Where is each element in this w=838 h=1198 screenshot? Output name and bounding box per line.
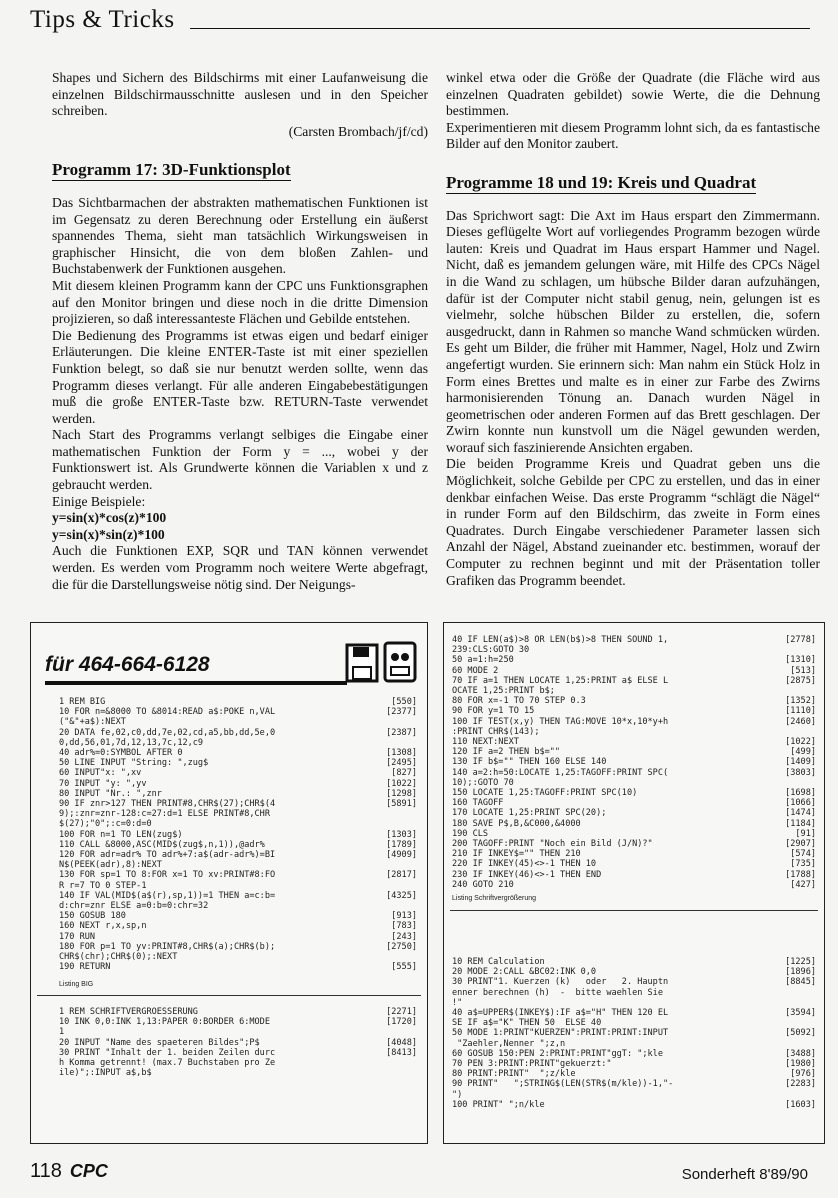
- code-line: [452, 1059, 816, 1069]
- code-line: [452, 747, 816, 757]
- checksum: [1022]: [386, 778, 417, 789]
- listing-schriftvergroesserung-continued: [444, 635, 824, 890]
- checksum: [1720]: [386, 1017, 417, 1028]
- code-line: [452, 957, 816, 967]
- checksum: [1022]: [785, 737, 816, 748]
- checksum: [776, 1090, 816, 1100]
- code-text: 140 a=2:h=50:LOCATE 1,25:TAGOFF:PRINT SPC(: [452, 767, 669, 778]
- checksum: [2495]: [386, 758, 417, 769]
- code-text: 140 IF VAL(MID$(a$(r),sp,1))=1 THEN a=c:b=: [59, 890, 276, 901]
- code-line: [452, 696, 816, 706]
- code-text: 70 INPUT "y: ",yv: [59, 778, 147, 789]
- checksum: [1789]: [386, 839, 417, 850]
- code-text: !": [452, 997, 463, 1008]
- paragraph: Nach Start des Programms verlangt selbiges die Eingabe einer mathematischen Funktion der Form y = ..., wobei y der Funktionswert ist. Als Grundwerte können die Variablen x und z gebraucht werden.: [52, 427, 428, 493]
- platform-rule: [45, 681, 347, 685]
- code-line: [59, 952, 417, 962]
- checksum: [377, 881, 417, 891]
- code-line: [59, 891, 417, 901]
- code-line: [452, 768, 816, 778]
- checksum: [2271]: [386, 1007, 417, 1017]
- code-line: [59, 870, 417, 880]
- code-text: 1: [59, 1027, 65, 1038]
- code-line: [59, 932, 417, 942]
- code-line: [59, 728, 417, 738]
- code-line: [59, 748, 417, 758]
- code-text: 210 IF INKEY$="" THEN 210: [452, 849, 581, 860]
- checksum: [513]: [790, 665, 816, 676]
- checksum: [4048]: [386, 1037, 417, 1048]
- checksum: [377, 717, 417, 727]
- right-text-column: [446, 70, 820, 589]
- left-text-column: [52, 70, 428, 593]
- checksum: [550]: [391, 697, 417, 707]
- checksum: [2778]: [785, 635, 816, 645]
- code-text: 1 REM SCHRIFTVERGROESSERUNG: [59, 1007, 198, 1017]
- section-title: Tips & Tricks: [30, 6, 175, 33]
- code-line: [452, 635, 816, 645]
- checksum: [783]: [391, 921, 417, 932]
- code-line: [59, 901, 417, 911]
- code-line: [59, 819, 417, 829]
- code-line: [59, 1068, 417, 1078]
- code-text: 90 PRINT" ";STRING$(LEN(STR$(m/kle))-1,"-: [452, 1079, 674, 1090]
- code-text: 150 GOSUB 180: [59, 911, 126, 922]
- code-text: N$(PEEK(adr),8):NEXT: [59, 860, 162, 871]
- checksum: [2377]: [386, 707, 417, 718]
- code-text: 0,dd,56,01,7d,12,13,7c,12,c9: [59, 737, 204, 748]
- code-text: 20 DATA fe,02,c0,dd,7e,02,cd,a5,bb,dd,5e,0: [59, 727, 276, 738]
- paragraph: Die beiden Programme Kreis und Quadrat geben uns die Möglichkeit, solche Gebilde per CPC zu erstellen, und das in einer denkbar einfachen Weise. Das erste Programm “schlägt die Nägel“ in runder Form auf den Bildschirm, das zweite in Form eines Quadrates. Durch Eingabe verschiedener Parameter lassen sich Anzahl der Nägel, Abstand zueinander etc. bestimmen, worauf der Computer zu rechnen beginnt und mit der Präsentation toller Grafiken das Programm beendet.: [446, 456, 820, 588]
- checksum: [499]: [790, 747, 816, 758]
- code-line: [452, 1100, 816, 1110]
- code-line: [59, 768, 417, 778]
- checksum: [377, 1058, 417, 1068]
- code-text: 60 GOSUB 150:PEN 2:PRINT:PRINT"ggT: ";kle: [452, 1048, 663, 1059]
- code-line: [452, 645, 816, 655]
- code-line: [59, 738, 417, 748]
- code-line: [59, 799, 417, 809]
- code-line: [452, 870, 816, 880]
- checksum: [5092]: [785, 1028, 816, 1039]
- listing-big: [31, 697, 427, 972]
- code-line: [452, 1079, 816, 1089]
- code-line: [452, 808, 816, 818]
- code-text: 80 PRINT:PRINT" ";z/kle: [452, 1069, 576, 1080]
- checksum: [243]: [391, 931, 417, 942]
- checksum: [1409]: [785, 757, 816, 768]
- code-text: ("&"+a$):NEXT: [59, 717, 126, 728]
- code-line: [59, 1038, 417, 1048]
- code-line: [452, 655, 816, 665]
- code-text: 60 MODE 2: [452, 665, 499, 676]
- checksum: [776, 998, 816, 1008]
- code-line: [452, 737, 816, 747]
- code-line: [452, 1090, 816, 1100]
- checksum: [2460]: [785, 716, 816, 727]
- code-text: 200 TAGOFF:PRINT "Noch ein Bild (J/N)?": [452, 839, 653, 850]
- code-text: 40 a$=UPPER$(INKEY$):IF a$="H" THEN 120 EL: [452, 1008, 669, 1019]
- code-line: [59, 1017, 417, 1027]
- code-text: 110 NEXT:NEXT: [452, 737, 519, 748]
- paragraph: Experimentieren mit diesem Programm lohnt sich, da es fantastische Bilder auf den Monitor zaubert.: [446, 119, 820, 152]
- code-line: [59, 697, 417, 707]
- code-line: [452, 788, 816, 798]
- code-text: 170 RUN: [59, 931, 96, 942]
- code-text: 110 CALL &8000,ASC(MID$(zug$,n,1)),@adr%: [59, 839, 265, 850]
- checksum: [1303]: [386, 829, 417, 840]
- checksum: [1298]: [386, 788, 417, 799]
- code-text: 10 INK 0,0:INK 1,13:PAPER 0:BORDER 6:MODE: [59, 1017, 270, 1028]
- code-text: 230 IF INKEY(46)<>-1 THEN END: [452, 869, 602, 880]
- checksum: [1310]: [785, 655, 816, 666]
- checksum: [3594]: [785, 1008, 816, 1019]
- code-text: 100 IF TEST(x,y) THEN TAG:MOVE 10*x,10*y+h: [452, 716, 669, 727]
- checksum: [1352]: [785, 696, 816, 707]
- checksum: [776, 727, 816, 737]
- checksum: [776, 1039, 816, 1049]
- checksum: [2750]: [386, 941, 417, 952]
- section-heading-program-18-19: Programme 18 und 19: Kreis und Quadrat: [446, 172, 757, 192]
- listing-caption: Listing BIG: [59, 981, 94, 988]
- checksum: [2283]: [785, 1079, 816, 1090]
- listing-caption: Listing Schriftvergrößerung: [452, 895, 537, 902]
- code-text: 100 PRINT" ";n/kle: [452, 1099, 545, 1110]
- intro-paragraph: Shapes und Sichern des Bildschirms mit einer Laufanweisung die einzelnen Bildschirmausschnitte auslesen und in den Speicher schreiben.: [52, 70, 428, 119]
- checksum: [2817]: [386, 870, 417, 881]
- checksum: [555]: [391, 962, 417, 973]
- section-heading-program-17: Programm 17: 3D-Funktionsplot: [52, 160, 291, 180]
- code-line: [452, 676, 816, 686]
- code-text: 90 FOR y=1 TO 15: [452, 706, 535, 717]
- code-text: R r=7 TO 0 STEP-1: [59, 880, 147, 891]
- code-line: [452, 706, 816, 716]
- code-line: [59, 850, 417, 860]
- checksum: [827]: [391, 768, 417, 779]
- code-text: 170 LOCATE 1,25:PRINT SPC(20);: [452, 808, 607, 819]
- code-text: 160 NEXT r,x,sp,n: [59, 921, 147, 932]
- code-line: [452, 717, 816, 727]
- code-line: [452, 686, 816, 696]
- code-text: 120 FOR adr=adr% TO adr%+7:a$(adr-adr%)=BI: [59, 850, 276, 861]
- code-line: [59, 1058, 417, 1068]
- code-text: 10 FOR n=&8000 TO &8014:READ a$:POKE n,VAL: [59, 707, 276, 718]
- checksum: [1110]: [785, 706, 816, 717]
- code-line: [59, 1007, 417, 1017]
- checksum: [2387]: [386, 727, 417, 738]
- code-text: ile)";:INPUT a$,b$: [59, 1068, 152, 1079]
- code-text: 70 IF a=1 THEN LOCATE 1,25:PRINT a$ ELSE L: [452, 675, 669, 686]
- code-line: [452, 988, 816, 998]
- checksum: [91]: [795, 828, 816, 839]
- code-text: 160 TAGOFF: [452, 798, 504, 809]
- code-text: 150 LOCATE 1,25:TAGOFF:PRINT SPC(10): [452, 788, 638, 799]
- code-text: 40 adr%=0:SYMBOL AFTER 0: [59, 748, 183, 759]
- checksum: [913]: [391, 911, 417, 922]
- paragraph: Das Sichtbarmachen der abstrakten mathematischen Funktionen ist im Gegensatz zu deren Berechnung oder Erstellung ein äußerst spannendes Thema, sieht man tatsächlich Wirkungsweisen in graphischer Hinsicht, die von dem bloßen Zahlen- und Buchstabenwerk der Funktionen ausgehen.: [52, 194, 428, 277]
- checksum: [776, 645, 816, 655]
- code-text: 190 CLS: [452, 828, 489, 839]
- code-line: [452, 859, 816, 869]
- code-text: 130 IF b$="" THEN 160 ELSE 140: [452, 757, 607, 768]
- checksum: [377, 809, 417, 819]
- code-line: [59, 840, 417, 850]
- code-text: 60 INPUT"x: ",xv: [59, 768, 142, 779]
- code-text: 1 REM BIG: [59, 697, 106, 707]
- checksum: [8845]: [785, 977, 816, 988]
- page-number: 118: [30, 1160, 62, 1182]
- code-line: [452, 1008, 816, 1018]
- checksum: [3803]: [785, 767, 816, 778]
- code-line: [452, 1049, 816, 1059]
- code-text: 220 IF INKEY(45)<>-1 THEN 10: [452, 859, 597, 870]
- code-line: [452, 998, 816, 1008]
- code-line: [59, 707, 417, 717]
- code-text: d:chr=znr ELSE a=0:b=0:chr=32: [59, 901, 209, 912]
- code-text: 50 LINE INPUT "String: ",zug$: [59, 758, 209, 769]
- code-text: 9);:znr=znr-128:c=27:d=1 ELSE PRINT#8,CHR: [59, 809, 270, 820]
- formula-example: y=sin(x)*sin(z)*100: [52, 526, 165, 542]
- code-line: [452, 727, 816, 737]
- checksum: [776, 1018, 816, 1028]
- code-text: 20 MODE 2:CALL &BC02:INK 0,0: [452, 967, 597, 978]
- checksum: [1474]: [785, 808, 816, 819]
- divider: [37, 995, 421, 996]
- platform-label: für 464-664-6128: [45, 653, 210, 676]
- code-line: [59, 921, 417, 931]
- code-line: [59, 830, 417, 840]
- code-text: 10 REM Calculation: [452, 957, 545, 967]
- code-text: 240 GOTO 210: [452, 879, 514, 890]
- checksum: [1698]: [785, 788, 816, 799]
- checksum: [427]: [790, 879, 816, 890]
- checksum: [1066]: [785, 798, 816, 809]
- checksum: [377, 860, 417, 870]
- checksum: [976]: [790, 1069, 816, 1080]
- code-line: [59, 717, 417, 727]
- paragraph: Einige Beispiele:: [52, 493, 146, 509]
- code-line: [59, 809, 417, 819]
- checksum: [3488]: [785, 1048, 816, 1059]
- checksum: [8413]: [386, 1047, 417, 1058]
- code-line: [452, 1028, 816, 1038]
- cassette-icon: [383, 641, 417, 683]
- code-line: [59, 758, 417, 768]
- author-signature: (Carsten Brombach/jf/cd): [288, 123, 428, 139]
- page-header: [30, 4, 810, 38]
- code-line: [452, 778, 816, 788]
- code-line: [59, 911, 417, 921]
- header-rule: [190, 28, 810, 29]
- code-line: [452, 798, 816, 808]
- code-text: 30 PRINT"1. Kuerzen (k) oder 2. Hauptn: [452, 977, 669, 988]
- code-text: 50 a=1:h=250: [452, 655, 514, 666]
- code-text: 80 FOR x=-1 TO 70 STEP 0.3: [452, 696, 586, 707]
- code-line: [59, 942, 417, 952]
- checksum: [5891]: [386, 799, 417, 810]
- listing-calculation: [444, 957, 824, 1110]
- code-line: [452, 1069, 816, 1079]
- code-text: 50 MODE 1:PRINT"KUERZEN":PRINT:PRINT:INPUT: [452, 1028, 669, 1039]
- code-line: [452, 839, 816, 849]
- checksum: [776, 988, 816, 998]
- checksum: [377, 952, 417, 962]
- code-text: 120 IF a=2 THEN b$="": [452, 747, 561, 758]
- code-line: [59, 789, 417, 799]
- magazine-logo: CPC: [69, 1161, 108, 1181]
- checksum: [735]: [790, 859, 816, 870]
- listing-box-right: [443, 622, 825, 1144]
- checksum: [776, 686, 816, 696]
- code-text: 70 PEN 3:PRINT:PRINT"gekuerzt:": [452, 1059, 612, 1070]
- checksum: [1603]: [785, 1099, 816, 1110]
- code-line: [59, 881, 417, 891]
- checksum: [1980]: [785, 1059, 816, 1070]
- code-line: [59, 1027, 417, 1037]
- code-text: 20 INPUT "Name des spaeteren Bildes";P$: [59, 1037, 260, 1048]
- checksum: [4909]: [386, 850, 417, 861]
- checksum: [377, 901, 417, 911]
- code-text: 40 IF LEN(a$)>8 OR LEN(b$)>8 THEN SOUND 1,: [452, 635, 669, 645]
- code-text: 80 INPUT "Nr.: ",znr: [59, 788, 162, 799]
- checksum: [776, 778, 816, 788]
- code-line: [452, 1039, 816, 1049]
- listing-schriftvergroesserung: [31, 1007, 427, 1078]
- code-text: enner berechnen (h) - bitte waehlen Sie: [452, 987, 663, 998]
- paragraph: Die Bedienung des Programms ist etwas eigen und bedarf einiger Erläuterungen. Die kleine ENTER-Taste ist mit einer speziellen Funktion belegt, so daß sie nur benutzt werden sollte, wenn das Programm dieses verlangt. Für alle anderen Eingabebestätigungen muß die große ENTER-Taste bzw. RETURN-Taste verwendet werden.: [52, 327, 428, 426]
- listing-box-left: [30, 622, 428, 1144]
- code-line: [59, 1048, 417, 1058]
- code-text: 190 RETURN: [59, 962, 111, 973]
- checksum: [1896]: [785, 967, 816, 978]
- code-line: [452, 849, 816, 859]
- code-text: 100 FOR n=1 TO LEN(zug$): [59, 829, 183, 840]
- checksum: [377, 819, 417, 829]
- code-text: OCATE 1,25:PRINT b$;: [452, 686, 555, 697]
- checksum: [1308]: [386, 748, 417, 759]
- checksum: [1225]: [785, 957, 816, 967]
- code-text: SE IF a$="K" THEN 50 ELSE 40: [452, 1018, 602, 1029]
- code-text: 130 FOR sp=1 TO 8:FOR x=1 TO xv:PRINT#8:FO: [59, 870, 276, 881]
- code-text: 180 SAVE P$,B,&C000,&4000: [452, 818, 581, 829]
- code-line: [452, 819, 816, 829]
- checksum: [574]: [790, 849, 816, 860]
- paragraph: Mit diesem kleinen Programm kann der CPC uns Funktionsgraphen auf den Monitor bringen und diese noch in die dritte Dimension projizieren, so daß interessanteste Flächen und Gebilde entstehen.: [52, 277, 428, 327]
- checksum: [2875]: [785, 675, 816, 686]
- page-footer-left: [30, 1160, 108, 1183]
- code-line: [452, 977, 816, 987]
- code-line: [452, 967, 816, 977]
- formula-example: y=sin(x)*cos(z)*100: [52, 510, 167, 526]
- code-text: 180 FOR p=1 TO yv:PRINT#8,CHR$(a);CHR$(b);: [59, 941, 276, 952]
- code-line: [452, 1018, 816, 1028]
- code-line: [59, 962, 417, 972]
- paragraph: winkel etwa oder die Größe der Quadrate (die Fläche wird aus einzelnen Quadraten gebildet) sowie Werte, die die Dehnung bestimmen.: [446, 70, 820, 119]
- code-line: [452, 666, 816, 676]
- paragraph: Auch die Funktionen EXP, SQR und TAN können verwendet werden. Es werden vom Programm noch weitere Werte abgefragt, die für die Darstellungsweise nötig sind. Der Neigungs-: [52, 543, 428, 592]
- paragraph: Das Sprichwort sagt: Die Axt im Haus erspart den Zimmermann. Dieses geflügelte Wort auf vorliegendes Programm bezogen würde lauten: Kreis und Quadrat im Haus erspart Hammer und Nagel. Nicht, daß es jemandem gelungen wäre, mit Hilfe des CPCs Nägel in die Wand zu schlagen, um hübsche Bilder daran aufzuhängen, dafür ist der Computer nicht stabil genug, nein, gelungen ist es vielmehr, solche hübschen Bilder zu erstellen, die, sofern ausgedruckt, dann in Rahmen so manche Wand schmücken würden. Es geht um Bilder, die früher mit Hammer, Nagel, Holz und Zwirn angefertigt wurden. Sie erinnern sich: Man nahm ein Stück Holz in Form eines Brettes und malte es in einer zur Farbe des Zwirns harmonisierenden Tönung an. Danach wurden Nägel in geometrischen oder anderen Formen auf das Brett geschlagen. Der Zwirn konnte nun kunstvoll um die Nägel gewunden werden, worauf sich faszinierende Ansichten ergaben.: [446, 207, 820, 455]
- code-text: $(27);"0";:c=0:d=0: [59, 819, 152, 830]
- divider: [450, 910, 818, 911]
- code-line: [59, 779, 417, 789]
- checksum: [1184]: [785, 818, 816, 829]
- checksum: [377, 1068, 417, 1078]
- code-text: 90 IF znr>127 THEN PRINT#8,CHR$(27);CHR$(4: [59, 799, 276, 810]
- code-line: [452, 829, 816, 839]
- floppy-disk-icon: [345, 643, 379, 683]
- code-text: h Komma getrennt! (max.7 Buchstaben pro Ze: [59, 1058, 276, 1069]
- code-text: 239:CLS:GOTO 30: [452, 645, 530, 656]
- code-text: CHR$(chr);CHR$(0);:NEXT: [59, 952, 178, 963]
- code-line: [452, 757, 816, 767]
- checksum: [4325]: [386, 890, 417, 901]
- code-text: 30 PRINT "Inhalt der 1. beiden Zeilen durc: [59, 1047, 276, 1058]
- code-line: [452, 880, 816, 890]
- issue-label: Sonderheft 8'89/90: [681, 1166, 808, 1183]
- code-text: :PRINT CHR$(143);: [452, 726, 540, 737]
- checksum: [2907]: [785, 839, 816, 850]
- code-line: [59, 860, 417, 870]
- checksum: [1788]: [785, 869, 816, 880]
- checksum: [377, 738, 417, 748]
- code-text: 10);:GOTO 70: [452, 777, 514, 788]
- checksum: [377, 1027, 417, 1037]
- code-text: "Zaehler,Nenner ";z,n: [452, 1038, 566, 1049]
- code-text: "): [452, 1089, 463, 1100]
